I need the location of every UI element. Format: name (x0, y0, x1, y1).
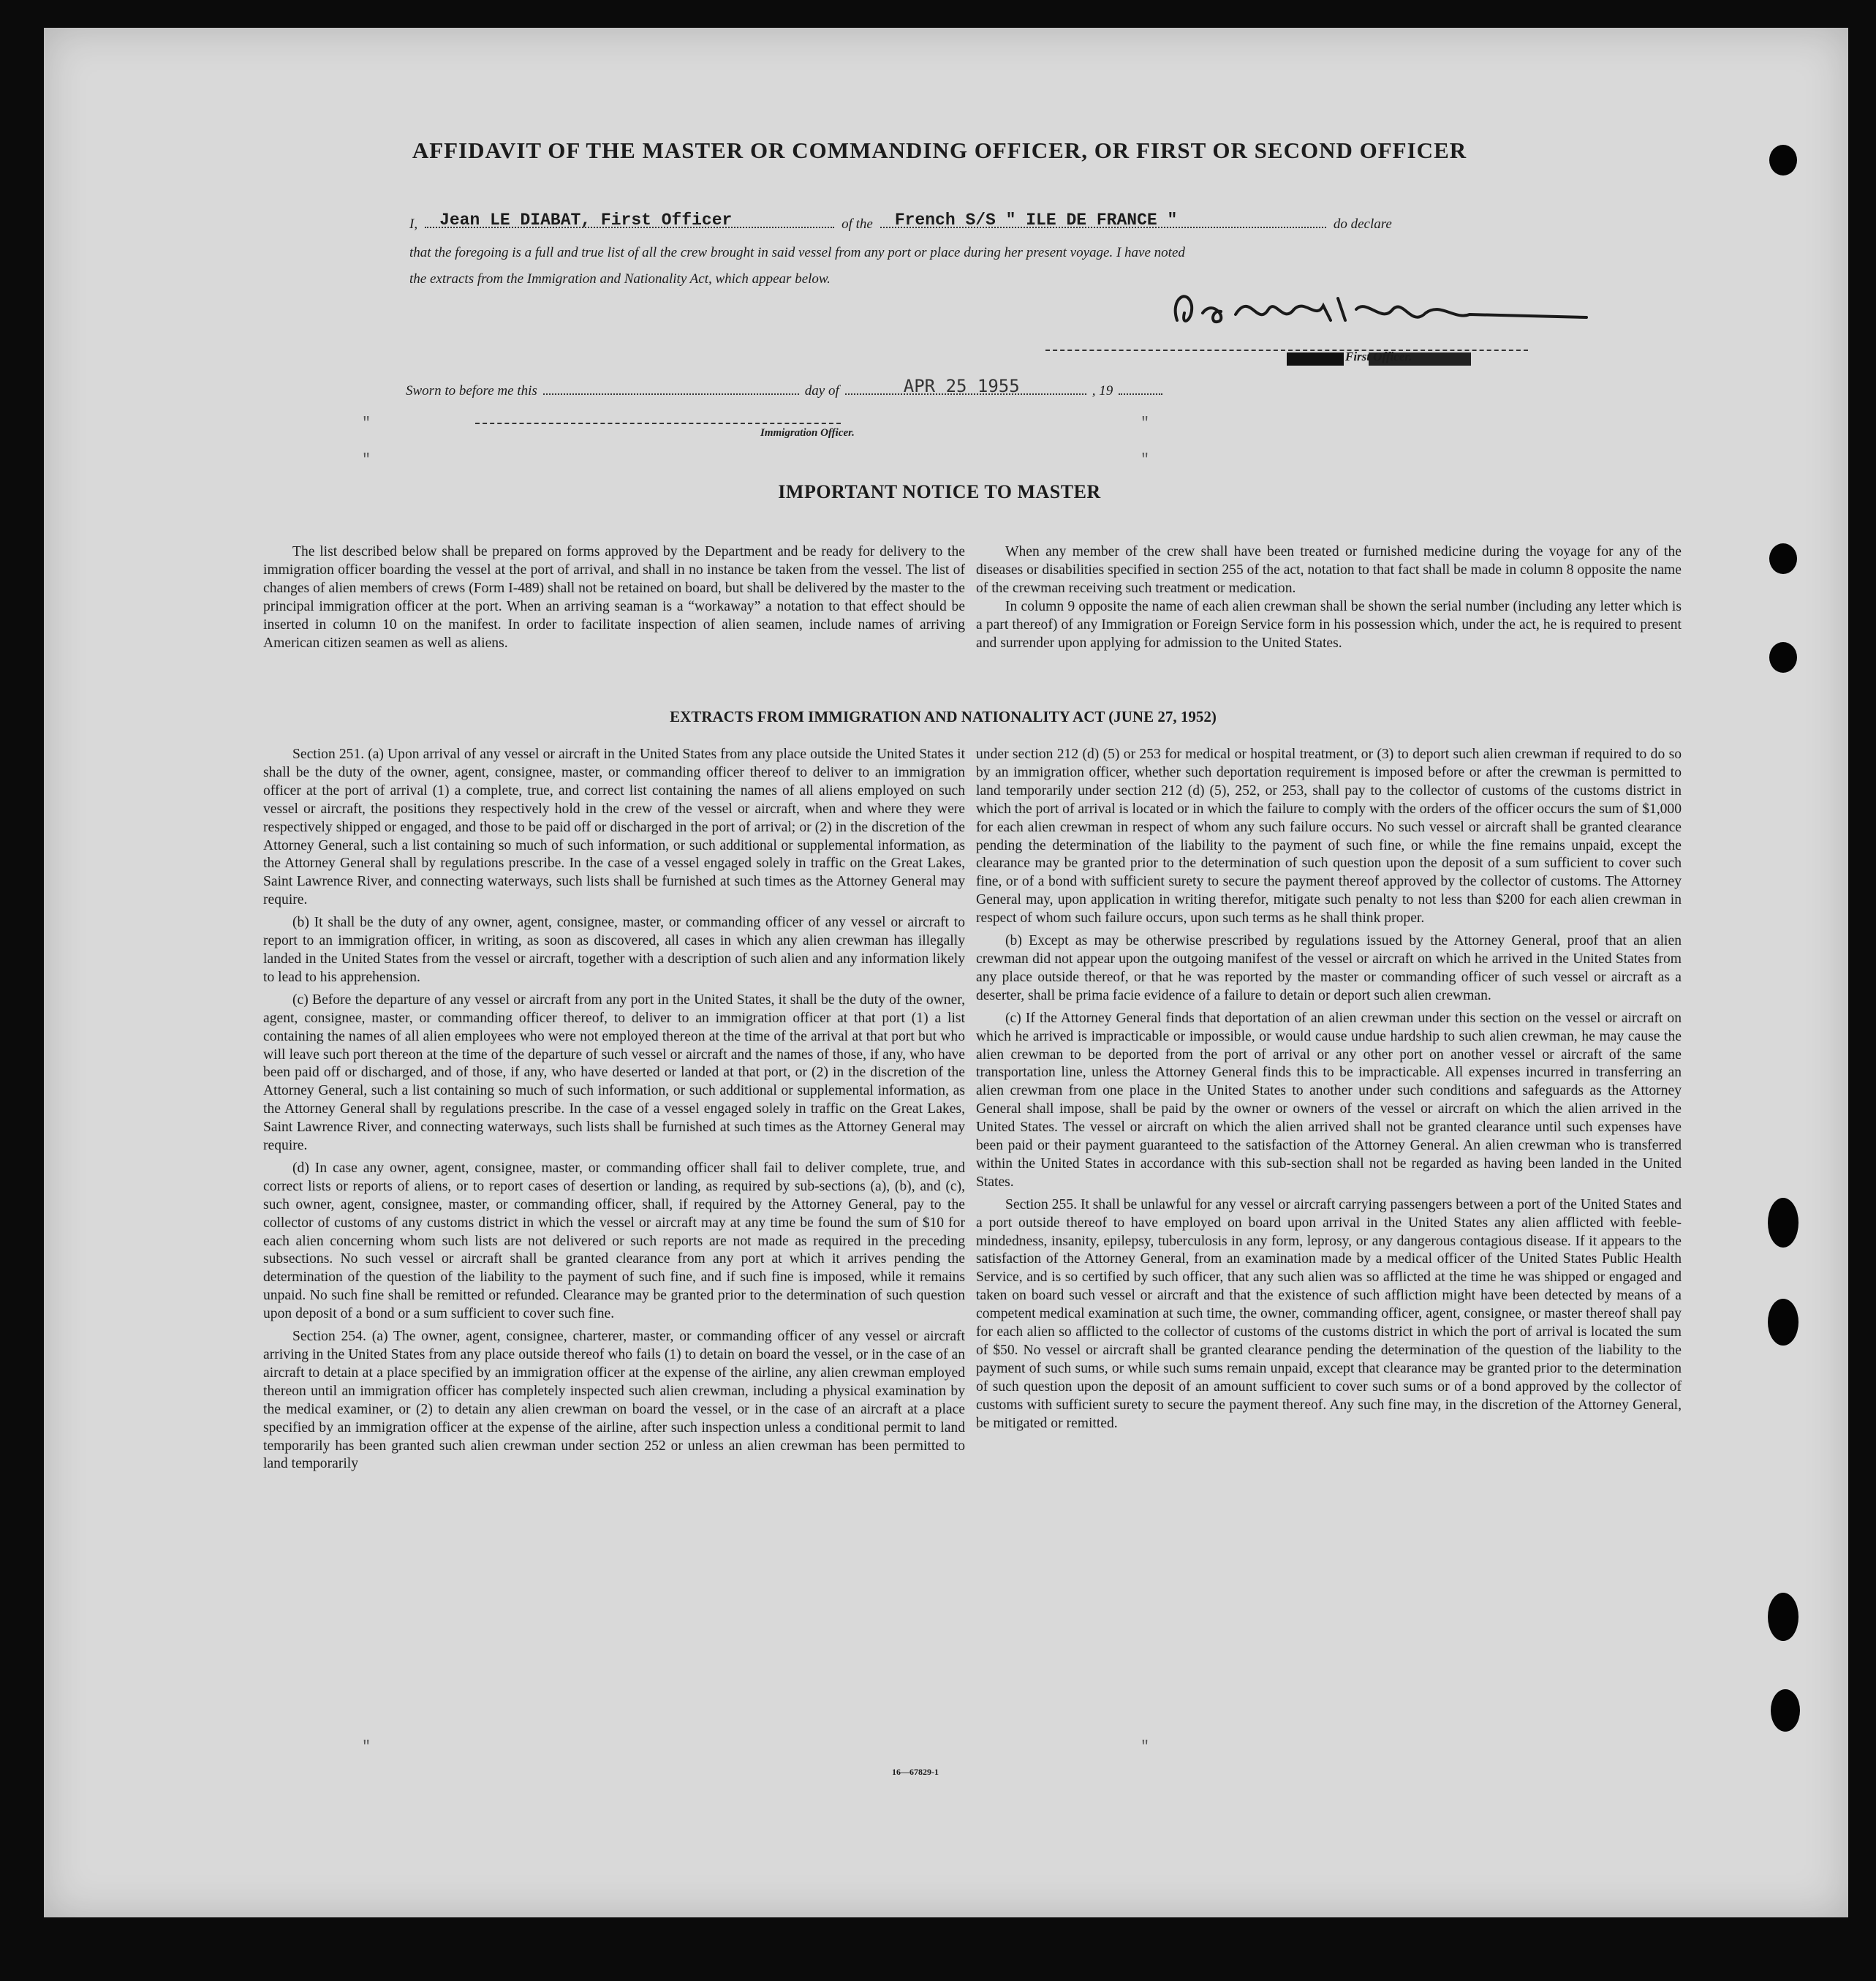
date-stamp: APR 25 1955 (903, 376, 1020, 396)
document-title: AFFIDAVIT OF THE MASTER OR COMMANDING OFFICER, OR FIRST OR SECOND OFFICER (412, 137, 1467, 163)
notice-right-column (976, 543, 1682, 652)
handwritten-signature (1148, 269, 1601, 350)
section-254b: (b) Except as may be otherwise prescribed by regulations issued by the Attorney General, proof that an alien crewman did not appear upon the outgoing manifest of the vessel or aircraft on which he arrived in the United States from any place outside thereof, or that he was reported by the master or commanding officer of such vessel or aircraft as a deserter, shall be prima facie evidence of a failure to detain or deport such alien crewman. (976, 933, 1682, 1003)
sworn-label: Sworn to before me this (406, 383, 537, 399)
extracts-right-column (976, 746, 1682, 1433)
punch-hole (1769, 145, 1797, 176)
notice-title: IMPORTANT NOTICE TO MASTER (778, 481, 1101, 502)
declaration-i: I, (409, 216, 418, 232)
notice-left-paragraph: The list described below shall be prepared on forms approved by the Department and be ready for delivery to the immigration officer boarding the vessel at the port of arrival, and shall in no instance be taken from the vessel. The list of changes of alien members of crews (Form I-489) shall not be retained on board, but shall be delivered by the master to the principal immigration officer at the port. When an arriving seaman is a “workaway” a notation to that effect should be inserted in column 10 on the manifest. In order to facilitate inspection of alien seamen, include names of arriving American citizen seamen as well as aliens. (263, 544, 965, 651)
extracts-title: EXTRACTS FROM IMMIGRATION AND NATIONALITY ACT (JUNE 27, 1952) (670, 708, 1217, 725)
section-251d: (d) In case any owner, agent, consignee, master, or commanding officer shall fail to deliver complete, true, and correct lists or reports of aliens, or to report cases of desertion or landing, as required by sub-sections (a), (b), and (c), such owner, agent, consignee, master, or commanding officer, shall, if required by the Attorney General, pay to the collector of customs of any customs district in which the vessel or aircraft may at any time be found the sum of $10 for each alien concerning whom such lists are not delivered or such reports are not made as required in the preceding subsections. No such vessel or aircraft shall be granted clearance from any port at which it arrives pending the determination of the question of the liability to the payment of such fine, and if such fine is imposed, while it remains unpaid. No such fine shall be remitted or refunded. Clearance may be granted prior to the determination of such question upon deposit of a bond or a sum sufficient to cover such fine. (263, 1160, 965, 1322)
declaration-of-the: of the (841, 216, 873, 232)
declaration-line-3: the extracts from the Immigration and Nationality Act, which appear below. (409, 271, 831, 287)
punch-hole (1771, 1689, 1800, 1732)
declaration-line-2: that the foregoing is a full and true list of all the crew brought in said vessel from any port or place during her present voyage. I have noted (409, 245, 1185, 260)
form-number: 16—67829-1 (892, 1767, 939, 1777)
section-254a-continued: under section 212 (d) (5) or 253 for medical or hospital treatment, or (3) to deport such alien crewman if required to do so by an immigration officer, whether such deportation requirement is imposed before or after the crewman is permitted to land temporarily under section 212 (d) (5), 252, or 253, shall pay to the collector of customs of the customs district in which the port of arrival is located or in which the failure to comply with the orders of the officer occurs the sum of $1,000 for each alien crewman in respect of whom any such failure occurs. No such vessel or aircraft shall be granted clearance pending the determination of the liability to the payment of such fine, or while the fine remains unpaid, except the clearance may be granted prior to the determination of such question upon the deposit of a sum sufficient to cover such fine, or of a bond with sufficient surety to secure the payment thereof approved by the collector of customs. The Attorney General may, upon application in writing therefor, mitigate such penalty to not less than $200 for each alien crewman in respect of whom such failure occurs, upon such terms as he shall think proper. (976, 747, 1682, 927)
ditto-mark: " (1141, 415, 1150, 432)
ditto-mark: " (1141, 1739, 1150, 1756)
vessel-name: French S/S " ILE DE FRANCE " (894, 211, 1178, 230)
signature-caption: First Officer. (1345, 350, 1412, 363)
punch-hole (1769, 543, 1797, 574)
sworn-day-of: day of (804, 383, 839, 399)
declaration-do-declare: do declare (1333, 216, 1392, 232)
punch-hole (1768, 1198, 1799, 1248)
notice-right-paragraph-2: In column 9 opposite the name of each alien crewman shall be shown the serial number (including any letter which is a part thereof) of any Immigration or Foreign Service form in his possession which, under the act, he is required to present and surrender upon applying for admission to the United States. (976, 598, 1682, 651)
section-254a: Section 254. (a) The owner, agent, consignee, charterer, master, or commanding officer of any vessel or aircraft arriving in the United States from any place outside thereof who fails (1) to detain on board the vessel, or in the case of an aircraft to detain at a place specified by an immigration officer at the expense of the airline, any alien crewman employed thereon until an immigration officer has completely inspected such alien crewman, including a physical examination by the medical examiner, or (2) to detain any alien crewman on board the vessel, or in the case of an aircraft at a place specified by an immigration officer at the expense of the airline, after such inspection unless a conditional permit to land temporarily has been granted such alien crewman under section 252 or unless an alien crewman has been permitted to land temporarily (263, 1329, 965, 1472)
section-251a: Section 251. (a) Upon arrival of any vessel or aircraft in the United States from any place outside the United States it shall be the duty of the owner, agent, consignee, master, or commanding officer thereof to deliver to an immigration officer at the port of arrival (1) a complete, true, and correct list containing the names of all aliens employed on such vessel or aircraft, the positions they respectively hold in the crew of the vessel or aircraft, when and where they were respectively shipped or engaged, and those to be paid off or discharged in the port of arrival; or (2) in the discretion of the Attorney General, such a list containing so much of such information, or such additional or supplemental information, as the Attorney General shall by regulations prescribe. In the case of a vessel engaged solely in traffic on the Great Lakes, Saint Lawrence River, and connecting waterways, such lists shall be furnished at such times as the Attorney General may require. (263, 747, 965, 908)
ditto-mark: " (362, 415, 371, 432)
notice-left-column (263, 543, 965, 652)
redaction-bar (1287, 352, 1344, 366)
section-251b: (b) It shall be the duty of any owner, agent, consignee, master, or commanding officer of any vessel or aircraft to report to an immigration officer, in writing, as soon as discovered, all cases in which any alien crewman has illegally landed in the United States from the vessel or aircraft, together with a description of such alien and any information likely to lead to his apprehension. (263, 915, 965, 985)
immigration-officer-line (475, 423, 841, 424)
document-page (44, 28, 1848, 1917)
sworn-year: , 19 (1092, 383, 1113, 399)
section-254c: (c) If the Attorney General finds that deportation of an alien crewman under this section on the vessel or aircraft on which he arrived is impracticable or impossible, or would cause undue hardship to such alien crewman, he may cause the alien crewman to be deported from the port of arrival or any other port on another vessel or aircraft of the same transportation line, unless the Attorney General finds this to be impracticable. All expenses incurred in transferring an alien crewman from one place in the United States to another under such conditions and safeguards as the Attorney General shall impose, shall be paid by the owner or owners of the vessel or aircraft on which the alien arrived in the United States. The vessel or aircraft on which the alien arrived shall not be granted clearance until such expenses have been paid or their payment guaranteed to the satisfaction of the Attorney General. An alien crewman who is transferred within the United States in accordance with this sub-section shall not be regarded as having been landed in the United States. (976, 1010, 1682, 1190)
section-255: Section 255. It shall be unlawful for any vessel or aircraft carrying passengers between a port of the United States and a port outside thereof to have employed on board upon arrival in the United States any alien afflicted with feeble-mindedness, insanity, epilepsy, tuberculosis in any form, leprosy, or any dangerous contagious disease. If it appears to the satisfaction of the Attorney General, from an examination made by a medical officer of the United States Public Health Service, and is so certified by such officer, that any such alien was so afflicted at the time he was shipped or engaged and taken on board such vessel or aircraft and that the existence of such affliction might have been detected by means of a competent medical examination at such time, the owner, commanding officer, agent, consignee, or master thereof shall pay for each alien so afflicted to the collector of customs of the customs district in which the port of arrival is located the sum of $50. No vessel or aircraft shall be granted clearance pending the determination of the question of the liability to the payment of such sums, or while such sums remain unpaid, except that clearance may be granted prior to the determination of such question upon the deposit of an amount sufficient to cover such sums or of a bond approved by the collector of customs with sufficient surety to secure the payment thereof. Any such fine may, in the discretion of the Attorney General, be mitigated or remitted. (976, 1196, 1682, 1431)
officer-name: Jean LE DIABAT, First Officer (439, 211, 733, 230)
punch-hole (1768, 1593, 1799, 1641)
ditto-mark: " (1141, 452, 1150, 469)
immigration-officer-caption: Immigration Officer. (760, 427, 855, 439)
punch-hole (1769, 642, 1797, 673)
extracts-left-column (263, 746, 965, 1474)
punch-hole (1768, 1299, 1799, 1346)
section-251c: (c) Before the departure of any vessel or aircraft from any port in the United States, it shall be the duty of the owner, agent, consignee, master, or commanding officer thereof, to deliver to an immigration officer at that port (1) a list containing the names of all alien employees who were not employed thereon at the time of the arrival at that port but who will leave such port thereon at the time of the departure of such vessel or aircraft and the names of those, if any, who have been paid off or discharged, and of those, if any, who have deserted or landed at that port, or (2) in the discretion of the Attorney General, such a list containing so much of such information, or such additional or supplemental information, as the Attorney General shall by regulations prescribe. In the case of a vessel engaged solely in traffic on the Great Lakes, Saint Lawrence River, and connecting waterways, such lists shall be furnished at such times as the Attorney General may require. (263, 992, 965, 1154)
notice-right-paragraph-1: When any member of the crew shall have been treated or furnished medicine during the voyage for any of the diseases or disabilities specified in section 255 of the act, notation to that fact shall be made in column 8 opposite the name of the crewman receiving such treatment or medication. (976, 544, 1682, 596)
ditto-mark: " (362, 1739, 371, 1756)
signature-caption-block (1287, 350, 1586, 367)
ditto-mark: " (362, 452, 371, 469)
sworn-line (406, 377, 1283, 399)
